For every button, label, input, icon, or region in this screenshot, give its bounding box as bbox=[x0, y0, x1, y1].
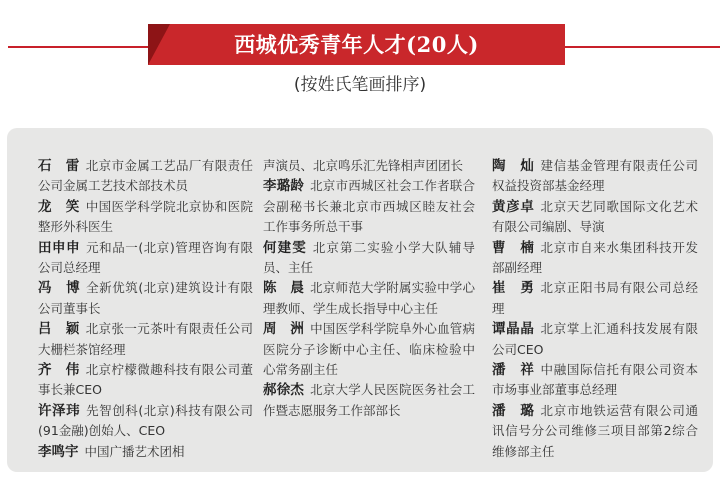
person-name: 吕 颖 bbox=[38, 321, 80, 338]
list-item bbox=[492, 278, 698, 319]
list-item bbox=[38, 319, 253, 360]
list-item bbox=[263, 319, 475, 380]
list-item bbox=[38, 401, 253, 442]
person-name: 田申申 bbox=[38, 239, 81, 256]
person-description: 北京市金属工艺品厂有限责任公司金属工艺技术部技术员 bbox=[38, 158, 253, 194]
column-2 bbox=[263, 156, 475, 421]
list-item bbox=[492, 319, 698, 360]
list-item bbox=[38, 197, 253, 238]
person-name: 陶 灿 bbox=[492, 158, 535, 174]
list-item bbox=[492, 156, 698, 197]
person-description: 建信基金管理有限责任公司权益投资部基金经理 bbox=[492, 158, 698, 194]
person-name: 崔 勇 bbox=[492, 280, 535, 297]
person-name: 曹 楠 bbox=[492, 239, 535, 256]
person-description: 中国医学科学院北京协和医院整形外科医生 bbox=[38, 198, 253, 235]
person-name: 齐 伟 bbox=[38, 362, 80, 379]
list-item bbox=[263, 156, 475, 176]
list-item bbox=[38, 442, 253, 462]
person-description: 北京市西城区社会工作者联合会副秘书长兼北京市西城区睦友社会工作事务所总干事 bbox=[263, 178, 475, 235]
person-name: 冯 博 bbox=[38, 280, 81, 297]
person-description: 元和品一(北京)管理咨询有限公司总经理 bbox=[38, 239, 253, 276]
page-subtitle: (按姓氏笔画排序) bbox=[293, 75, 427, 95]
list-item bbox=[38, 238, 253, 279]
list-item bbox=[38, 156, 253, 197]
person-description: 北京第二实验小学大队辅导员、主任 bbox=[263, 239, 475, 276]
list-item bbox=[263, 238, 475, 279]
person-description: 先智创科(北京)科技有限公司(91金融)创始人、CEO bbox=[38, 402, 253, 439]
person-name: 周 洲 bbox=[263, 321, 305, 338]
person-name: 郝徐杰 bbox=[263, 382, 305, 399]
person-description: 全新优筑(北京)建筑设计有限公司董事长 bbox=[38, 280, 253, 316]
list-item bbox=[492, 401, 698, 462]
person-name: 李鸣宇 bbox=[38, 443, 79, 460]
person-description: 中融国际信托有限公司资本市场事业部董事总经理 bbox=[492, 362, 698, 398]
column-3 bbox=[492, 156, 698, 462]
person-description: 中国广播艺术团相 bbox=[84, 443, 185, 459]
person-description: 北京师范大学附属实验中学心理教师、学生成长指导中心主任 bbox=[263, 280, 475, 316]
person-name: 潘 璐 bbox=[492, 402, 535, 419]
person-name: 潘 祥 bbox=[492, 362, 535, 379]
list-item bbox=[38, 278, 253, 319]
person-description: 北京掌上汇通科技发展有限公司CEO bbox=[492, 321, 698, 357]
list-item bbox=[263, 278, 475, 319]
person-name: 许泽玮 bbox=[38, 402, 81, 419]
person-name: 何建雯 bbox=[263, 239, 307, 256]
column-1 bbox=[38, 156, 253, 462]
person-name: 黄彦卓 bbox=[492, 198, 535, 215]
person-description: 北京柠檬微趣科技有限公司董事长兼CEO bbox=[38, 362, 253, 398]
person-name: 陈 晨 bbox=[263, 280, 305, 297]
list-item bbox=[263, 176, 475, 237]
person-name: 谭晶晶 bbox=[492, 321, 535, 338]
person-name: 石 雷 bbox=[38, 158, 80, 174]
person-description: 北京大学人民医院医务社会工作暨志愿服务工作部部长 bbox=[263, 382, 475, 418]
person-description: 北京市地铁运营有限公司通讯信号分公司维修三项目部第2综合维修部主任 bbox=[492, 402, 698, 459]
person-description: 声演员、北京鸣乐汇先锋相声团团长 bbox=[263, 158, 464, 173]
person-name: 龙 笑 bbox=[38, 198, 80, 215]
page-title: 西城优秀青年人才(20人) bbox=[234, 32, 479, 57]
person-description: 北京张一元茶叶有限责任公司大栅栏茶馆经理 bbox=[38, 321, 253, 357]
person-description: 北京市自来水集团科技开发部副经理 bbox=[492, 239, 698, 276]
list-item bbox=[38, 360, 253, 401]
person-description: 北京正阳书局有限公司总经理 bbox=[492, 280, 698, 316]
person-name: 李璐龄 bbox=[263, 178, 305, 195]
list-item bbox=[492, 197, 698, 238]
list-item bbox=[492, 360, 698, 401]
list-item bbox=[492, 238, 698, 279]
person-description: 北京天艺同歌国际文化艺术有限公司编剧、导演 bbox=[492, 198, 698, 235]
list-item bbox=[263, 380, 475, 421]
person-description: 中国医学科学院阜外心血管病医院分子诊断中心主任、临床检验中心常务副主任 bbox=[263, 321, 475, 378]
